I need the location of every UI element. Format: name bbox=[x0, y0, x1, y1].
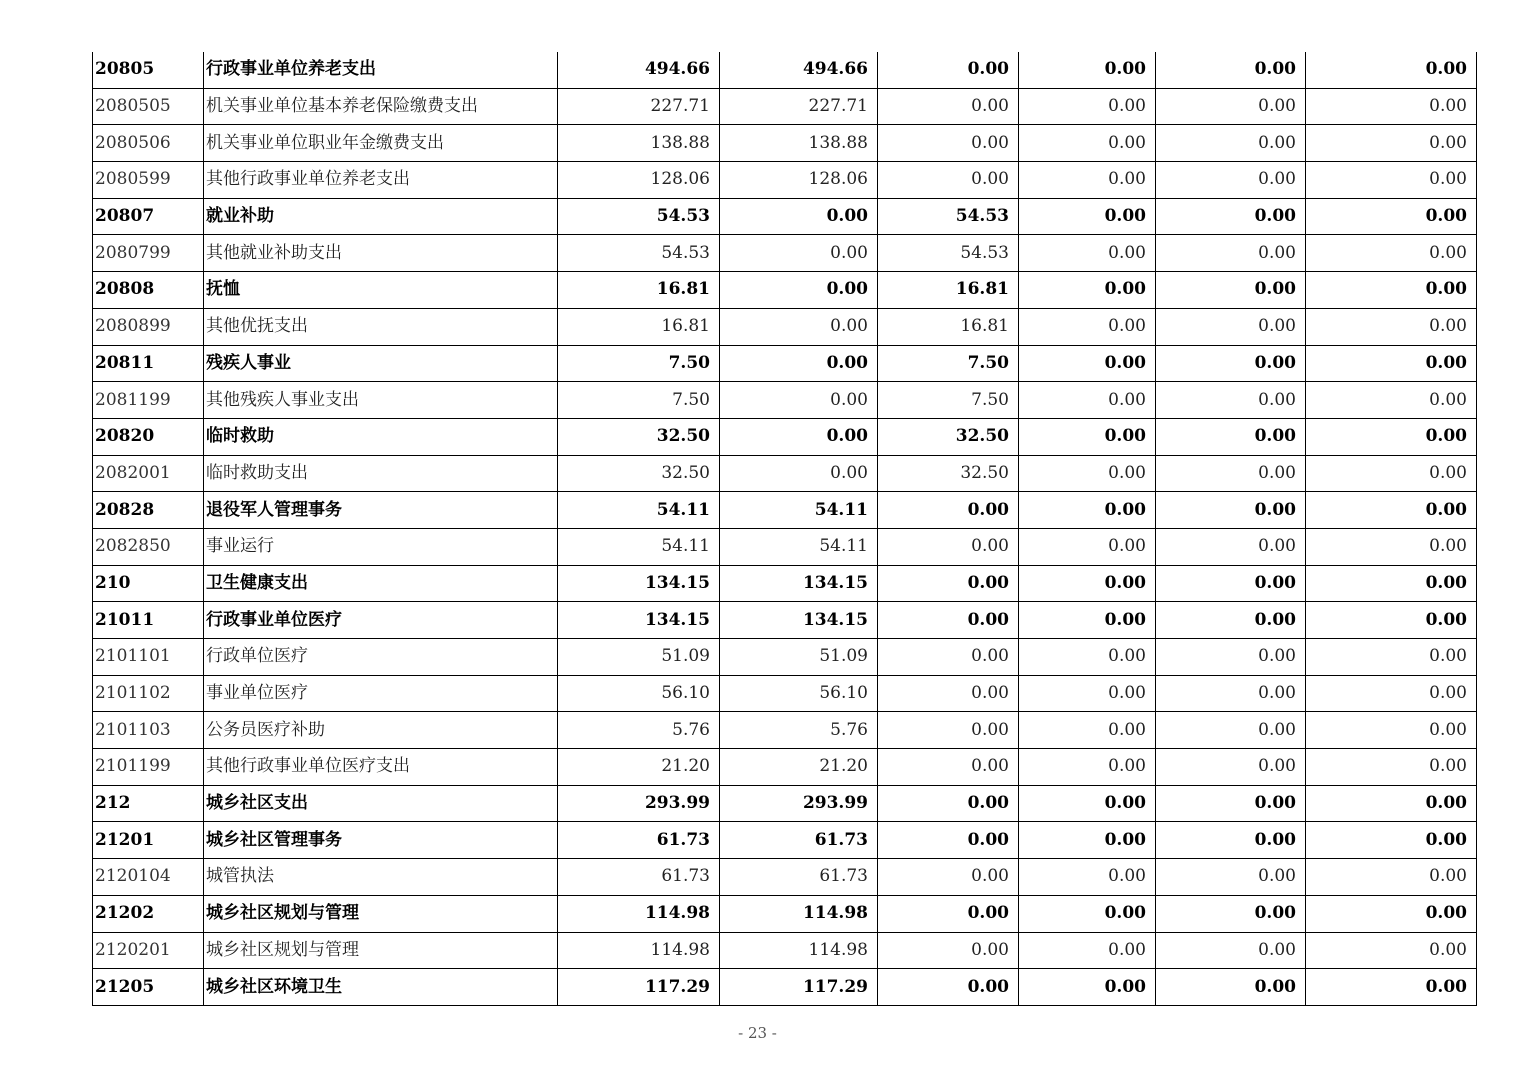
cell-value-1: 61.73 bbox=[558, 822, 720, 859]
cell-value-6: 0.00 bbox=[1306, 52, 1477, 88]
cell-value-4: 0.00 bbox=[1019, 345, 1156, 382]
cell-value-1: 134.15 bbox=[558, 602, 720, 639]
cell-value-3: 16.81 bbox=[878, 308, 1019, 345]
cell-value-2: 134.15 bbox=[720, 565, 878, 602]
cell-value-2: 117.29 bbox=[720, 969, 878, 1006]
cell-code: 2101101 bbox=[93, 639, 204, 676]
cell-name: 其他残疾人事业支出 bbox=[204, 382, 558, 419]
cell-value-1: 114.98 bbox=[558, 895, 720, 932]
cell-value-4: 0.00 bbox=[1019, 565, 1156, 602]
cell-name: 城乡社区规划与管理 bbox=[204, 895, 558, 932]
cell-value-5: 0.00 bbox=[1156, 272, 1306, 309]
page-number: - 23 - bbox=[738, 1024, 777, 1042]
cell-code: 2082001 bbox=[93, 455, 204, 492]
cell-value-6: 0.00 bbox=[1306, 895, 1477, 932]
cell-value-5: 0.00 bbox=[1156, 125, 1306, 162]
cell-value-1: 32.50 bbox=[558, 418, 720, 455]
table-row bbox=[93, 88, 1477, 125]
cell-value-6: 0.00 bbox=[1306, 88, 1477, 125]
cell-code: 2080505 bbox=[93, 88, 204, 125]
cell-name: 抚恤 bbox=[204, 272, 558, 309]
cell-value-2: 56.10 bbox=[720, 675, 878, 712]
table-row bbox=[93, 822, 1477, 859]
cell-value-4: 0.00 bbox=[1019, 125, 1156, 162]
cell-value-4: 0.00 bbox=[1019, 88, 1156, 125]
cell-name: 退役军人管理事务 bbox=[204, 492, 558, 529]
cell-value-6: 0.00 bbox=[1306, 785, 1477, 822]
cell-value-6: 0.00 bbox=[1306, 602, 1477, 639]
cell-value-3: 0.00 bbox=[878, 88, 1019, 125]
cell-value-5: 0.00 bbox=[1156, 895, 1306, 932]
table-body bbox=[93, 52, 1477, 1005]
cell-value-6: 0.00 bbox=[1306, 198, 1477, 235]
cell-code: 2080599 bbox=[93, 162, 204, 199]
cell-value-6: 0.00 bbox=[1306, 125, 1477, 162]
cell-value-1: 494.66 bbox=[558, 52, 720, 88]
cell-name: 机关事业单位基本养老保险缴费支出 bbox=[204, 88, 558, 125]
cell-code: 2101103 bbox=[93, 712, 204, 749]
cell-value-3: 7.50 bbox=[878, 345, 1019, 382]
cell-value-6: 0.00 bbox=[1306, 712, 1477, 749]
cell-name: 行政事业单位医疗 bbox=[204, 602, 558, 639]
budget-table bbox=[92, 52, 1477, 1006]
cell-value-3: 32.50 bbox=[878, 455, 1019, 492]
cell-value-1: 117.29 bbox=[558, 969, 720, 1006]
cell-value-3: 0.00 bbox=[878, 822, 1019, 859]
cell-value-5: 0.00 bbox=[1156, 969, 1306, 1006]
cell-code: 20820 bbox=[93, 418, 204, 455]
cell-value-4: 0.00 bbox=[1019, 418, 1156, 455]
table-row bbox=[93, 675, 1477, 712]
cell-value-6: 0.00 bbox=[1306, 528, 1477, 565]
cell-value-5: 0.00 bbox=[1156, 675, 1306, 712]
cell-value-2: 0.00 bbox=[720, 418, 878, 455]
cell-value-3: 54.53 bbox=[878, 235, 1019, 272]
cell-value-5: 0.00 bbox=[1156, 492, 1306, 529]
cell-value-6: 0.00 bbox=[1306, 675, 1477, 712]
cell-code: 2080799 bbox=[93, 235, 204, 272]
cell-value-1: 51.09 bbox=[558, 639, 720, 676]
cell-value-4: 0.00 bbox=[1019, 235, 1156, 272]
cell-value-1: 54.11 bbox=[558, 492, 720, 529]
cell-value-5: 0.00 bbox=[1156, 308, 1306, 345]
cell-value-1: 293.99 bbox=[558, 785, 720, 822]
cell-value-4: 0.00 bbox=[1019, 162, 1156, 199]
cell-value-1: 7.50 bbox=[558, 382, 720, 419]
cell-value-1: 5.76 bbox=[558, 712, 720, 749]
cell-value-3: 0.00 bbox=[878, 712, 1019, 749]
cell-value-3: 0.00 bbox=[878, 528, 1019, 565]
cell-value-1: 134.15 bbox=[558, 565, 720, 602]
cell-value-4: 0.00 bbox=[1019, 52, 1156, 88]
cell-value-5: 0.00 bbox=[1156, 822, 1306, 859]
cell-value-2: 51.09 bbox=[720, 639, 878, 676]
cell-value-4: 0.00 bbox=[1019, 602, 1156, 639]
cell-value-2: 0.00 bbox=[720, 198, 878, 235]
cell-name: 城管执法 bbox=[204, 859, 558, 896]
cell-value-1: 16.81 bbox=[558, 308, 720, 345]
cell-name: 其他就业补助支出 bbox=[204, 235, 558, 272]
cell-value-4: 0.00 bbox=[1019, 675, 1156, 712]
cell-code: 20811 bbox=[93, 345, 204, 382]
cell-name: 其他行政事业单位养老支出 bbox=[204, 162, 558, 199]
cell-value-2: 21.20 bbox=[720, 749, 878, 786]
cell-value-6: 0.00 bbox=[1306, 492, 1477, 529]
cell-code: 21011 bbox=[93, 602, 204, 639]
cell-value-5: 0.00 bbox=[1156, 602, 1306, 639]
cell-value-1: 21.20 bbox=[558, 749, 720, 786]
cell-name: 就业补助 bbox=[204, 198, 558, 235]
cell-value-5: 0.00 bbox=[1156, 88, 1306, 125]
cell-value-5: 0.00 bbox=[1156, 382, 1306, 419]
cell-value-2: 293.99 bbox=[720, 785, 878, 822]
cell-value-1: 128.06 bbox=[558, 162, 720, 199]
cell-value-2: 54.11 bbox=[720, 492, 878, 529]
cell-value-1: 32.50 bbox=[558, 455, 720, 492]
cell-value-6: 0.00 bbox=[1306, 455, 1477, 492]
table-row bbox=[93, 969, 1477, 1006]
cell-name: 卫生健康支出 bbox=[204, 565, 558, 602]
cell-code: 21205 bbox=[93, 969, 204, 1006]
cell-value-2: 0.00 bbox=[720, 272, 878, 309]
cell-code: 2080899 bbox=[93, 308, 204, 345]
cell-value-3: 0.00 bbox=[878, 785, 1019, 822]
table-row bbox=[93, 198, 1477, 235]
table-row bbox=[93, 785, 1477, 822]
cell-value-4: 0.00 bbox=[1019, 308, 1156, 345]
cell-value-3: 0.00 bbox=[878, 749, 1019, 786]
cell-value-5: 0.00 bbox=[1156, 749, 1306, 786]
table-row bbox=[93, 859, 1477, 896]
cell-value-4: 0.00 bbox=[1019, 528, 1156, 565]
cell-value-6: 0.00 bbox=[1306, 749, 1477, 786]
cell-value-4: 0.00 bbox=[1019, 859, 1156, 896]
cell-name: 残疾人事业 bbox=[204, 345, 558, 382]
cell-value-3: 0.00 bbox=[878, 932, 1019, 969]
cell-code: 2120201 bbox=[93, 932, 204, 969]
cell-value-6: 0.00 bbox=[1306, 272, 1477, 309]
cell-name: 其他行政事业单位医疗支出 bbox=[204, 749, 558, 786]
cell-value-1: 16.81 bbox=[558, 272, 720, 309]
cell-value-5: 0.00 bbox=[1156, 345, 1306, 382]
cell-value-3: 0.00 bbox=[878, 639, 1019, 676]
cell-value-3: 32.50 bbox=[878, 418, 1019, 455]
cell-value-5: 0.00 bbox=[1156, 162, 1306, 199]
cell-code: 2081199 bbox=[93, 382, 204, 419]
table-row bbox=[93, 565, 1477, 602]
cell-name: 临时救助 bbox=[204, 418, 558, 455]
cell-value-5: 0.00 bbox=[1156, 52, 1306, 88]
cell-value-2: 0.00 bbox=[720, 455, 878, 492]
cell-value-2: 5.76 bbox=[720, 712, 878, 749]
cell-value-5: 0.00 bbox=[1156, 235, 1306, 272]
cell-value-4: 0.00 bbox=[1019, 382, 1156, 419]
cell-value-4: 0.00 bbox=[1019, 932, 1156, 969]
cell-value-5: 0.00 bbox=[1156, 712, 1306, 749]
table-row bbox=[93, 602, 1477, 639]
cell-value-3: 0.00 bbox=[878, 602, 1019, 639]
cell-value-4: 0.00 bbox=[1019, 749, 1156, 786]
cell-value-6: 0.00 bbox=[1306, 639, 1477, 676]
cell-value-6: 0.00 bbox=[1306, 565, 1477, 602]
cell-value-3: 0.00 bbox=[878, 969, 1019, 1006]
cell-value-6: 0.00 bbox=[1306, 382, 1477, 419]
cell-name: 公务员医疗补助 bbox=[204, 712, 558, 749]
table-row bbox=[93, 235, 1477, 272]
cell-value-5: 0.00 bbox=[1156, 932, 1306, 969]
table-row bbox=[93, 418, 1477, 455]
cell-value-3: 0.00 bbox=[878, 492, 1019, 529]
cell-value-2: 61.73 bbox=[720, 859, 878, 896]
cell-value-2: 128.06 bbox=[720, 162, 878, 199]
cell-value-1: 54.11 bbox=[558, 528, 720, 565]
cell-value-6: 0.00 bbox=[1306, 822, 1477, 859]
cell-code: 2120104 bbox=[93, 859, 204, 896]
cell-value-1: 54.53 bbox=[558, 198, 720, 235]
cell-name: 事业单位医疗 bbox=[204, 675, 558, 712]
cell-value-2: 61.73 bbox=[720, 822, 878, 859]
cell-value-2: 494.66 bbox=[720, 52, 878, 88]
table-row bbox=[93, 162, 1477, 199]
cell-value-3: 0.00 bbox=[878, 162, 1019, 199]
cell-code: 210 bbox=[93, 565, 204, 602]
cell-value-4: 0.00 bbox=[1019, 272, 1156, 309]
cell-value-3: 16.81 bbox=[878, 272, 1019, 309]
cell-value-6: 0.00 bbox=[1306, 418, 1477, 455]
cell-value-1: 7.50 bbox=[558, 345, 720, 382]
cell-value-2: 54.11 bbox=[720, 528, 878, 565]
cell-name: 城乡社区支出 bbox=[204, 785, 558, 822]
cell-value-4: 0.00 bbox=[1019, 895, 1156, 932]
cell-name: 城乡社区规划与管理 bbox=[204, 932, 558, 969]
cell-value-6: 0.00 bbox=[1306, 969, 1477, 1006]
cell-value-3: 0.00 bbox=[878, 52, 1019, 88]
table-row bbox=[93, 749, 1477, 786]
cell-code: 20807 bbox=[93, 198, 204, 235]
cell-value-6: 0.00 bbox=[1306, 345, 1477, 382]
cell-value-3: 0.00 bbox=[878, 675, 1019, 712]
cell-code: 212 bbox=[93, 785, 204, 822]
cell-value-4: 0.00 bbox=[1019, 455, 1156, 492]
cell-value-4: 0.00 bbox=[1019, 639, 1156, 676]
cell-code: 2082850 bbox=[93, 528, 204, 565]
cell-value-3: 0.00 bbox=[878, 895, 1019, 932]
table-row bbox=[93, 528, 1477, 565]
table-row bbox=[93, 308, 1477, 345]
table-row bbox=[93, 272, 1477, 309]
cell-value-5: 0.00 bbox=[1156, 785, 1306, 822]
table-row bbox=[93, 895, 1477, 932]
cell-value-1: 114.98 bbox=[558, 932, 720, 969]
cell-value-3: 7.50 bbox=[878, 382, 1019, 419]
cell-value-6: 0.00 bbox=[1306, 932, 1477, 969]
cell-value-4: 0.00 bbox=[1019, 198, 1156, 235]
cell-value-3: 0.00 bbox=[878, 565, 1019, 602]
table-row bbox=[93, 455, 1477, 492]
cell-value-2: 227.71 bbox=[720, 88, 878, 125]
cell-code: 21201 bbox=[93, 822, 204, 859]
cell-name: 行政单位医疗 bbox=[204, 639, 558, 676]
cell-value-4: 0.00 bbox=[1019, 969, 1156, 1006]
cell-value-2: 0.00 bbox=[720, 382, 878, 419]
cell-name: 城乡社区管理事务 bbox=[204, 822, 558, 859]
cell-code: 20805 bbox=[93, 52, 204, 88]
table-row bbox=[93, 712, 1477, 749]
cell-value-3: 54.53 bbox=[878, 198, 1019, 235]
table-row bbox=[93, 639, 1477, 676]
cell-code: 20828 bbox=[93, 492, 204, 529]
cell-value-2: 114.98 bbox=[720, 895, 878, 932]
cell-value-3: 0.00 bbox=[878, 125, 1019, 162]
cell-value-4: 0.00 bbox=[1019, 712, 1156, 749]
cell-name: 事业运行 bbox=[204, 528, 558, 565]
cell-value-4: 0.00 bbox=[1019, 822, 1156, 859]
cell-code: 2101102 bbox=[93, 675, 204, 712]
cell-name: 其他优抚支出 bbox=[204, 308, 558, 345]
cell-name: 行政事业单位养老支出 bbox=[204, 52, 558, 88]
cell-value-5: 0.00 bbox=[1156, 565, 1306, 602]
cell-value-2: 138.88 bbox=[720, 125, 878, 162]
cell-value-1: 54.53 bbox=[558, 235, 720, 272]
cell-value-5: 0.00 bbox=[1156, 859, 1306, 896]
cell-value-2: 114.98 bbox=[720, 932, 878, 969]
table-row bbox=[93, 492, 1477, 529]
cell-code: 2101199 bbox=[93, 749, 204, 786]
cell-value-6: 0.00 bbox=[1306, 859, 1477, 896]
table-row bbox=[93, 345, 1477, 382]
cell-name: 机关事业单位职业年金缴费支出 bbox=[204, 125, 558, 162]
cell-code: 21202 bbox=[93, 895, 204, 932]
cell-value-2: 134.15 bbox=[720, 602, 878, 639]
cell-value-1: 227.71 bbox=[558, 88, 720, 125]
cell-value-1: 56.10 bbox=[558, 675, 720, 712]
cell-value-5: 0.00 bbox=[1156, 198, 1306, 235]
table-row bbox=[93, 52, 1477, 88]
cell-value-3: 0.00 bbox=[878, 859, 1019, 896]
cell-value-2: 0.00 bbox=[720, 308, 878, 345]
cell-value-5: 0.00 bbox=[1156, 418, 1306, 455]
cell-value-4: 0.00 bbox=[1019, 785, 1156, 822]
cell-value-6: 0.00 bbox=[1306, 162, 1477, 199]
table-row bbox=[93, 125, 1477, 162]
cell-value-2: 0.00 bbox=[720, 345, 878, 382]
cell-value-5: 0.00 bbox=[1156, 455, 1306, 492]
table-row bbox=[93, 382, 1477, 419]
cell-value-5: 0.00 bbox=[1156, 639, 1306, 676]
cell-name: 城乡社区环境卫生 bbox=[204, 969, 558, 1006]
cell-code: 2080506 bbox=[93, 125, 204, 162]
cell-value-1: 61.73 bbox=[558, 859, 720, 896]
cell-name: 临时救助支出 bbox=[204, 455, 558, 492]
cell-value-1: 138.88 bbox=[558, 125, 720, 162]
cell-value-5: 0.00 bbox=[1156, 528, 1306, 565]
cell-value-2: 0.00 bbox=[720, 235, 878, 272]
cell-value-6: 0.00 bbox=[1306, 235, 1477, 272]
cell-value-4: 0.00 bbox=[1019, 492, 1156, 529]
cell-value-6: 0.00 bbox=[1306, 308, 1477, 345]
table-row bbox=[93, 932, 1477, 969]
cell-code: 20808 bbox=[93, 272, 204, 309]
